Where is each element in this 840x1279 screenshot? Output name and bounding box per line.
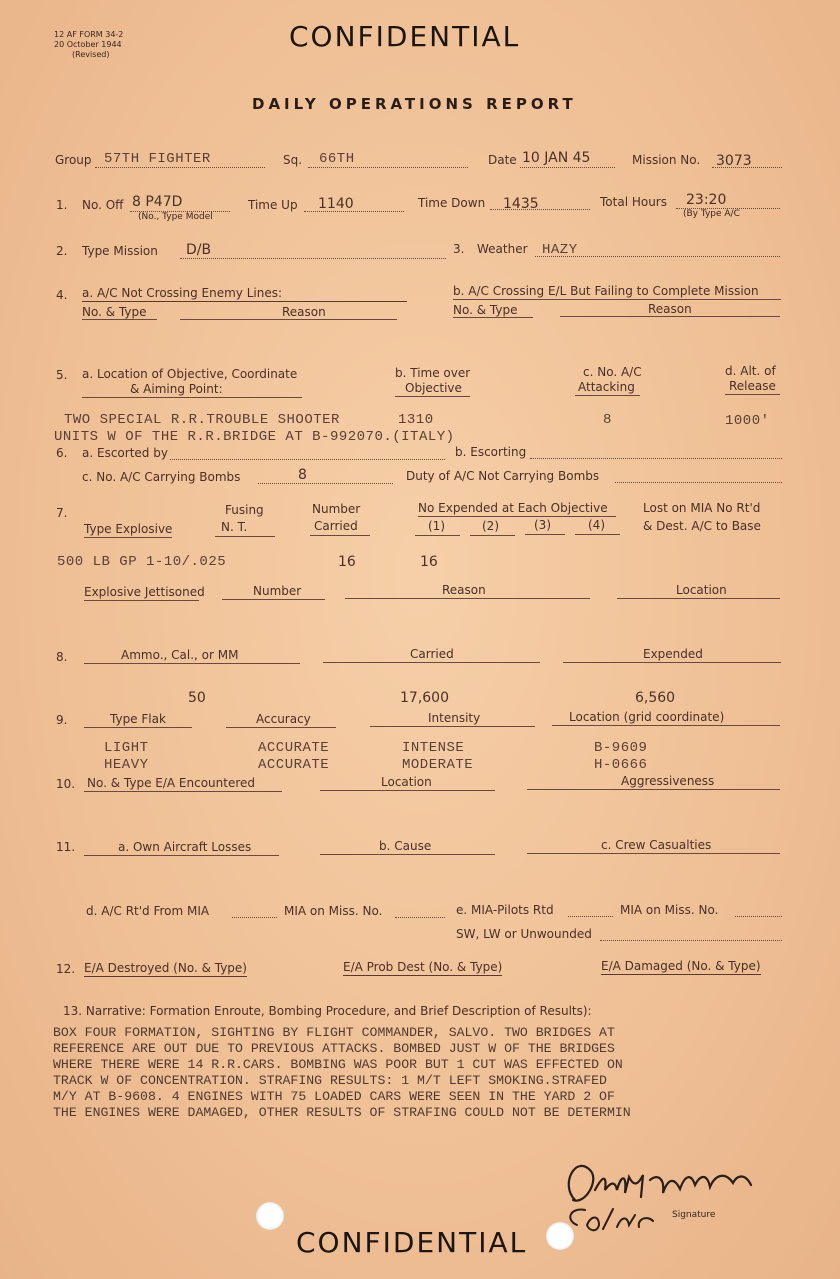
weather-value: HAZY — [542, 242, 578, 258]
no-attacking-value: 8 — [603, 412, 612, 428]
no-carrying-bombs-value: 8 — [298, 467, 307, 483]
objective-line1: TWO SPECIAL R.R.TROUBLE SHOOTER — [64, 412, 340, 428]
time-down-label: Time Down — [418, 196, 486, 210]
mia-miss-no-2: MIA on Miss. No. — [620, 903, 719, 917]
objective-1: (1) — [428, 519, 445, 533]
date-value: 10 JAN 45 — [522, 150, 591, 166]
total-hours-value: 23:20 — [686, 192, 727, 208]
time-down-value: 1435 — [503, 196, 539, 212]
fusing-nt-label: N. T. — [221, 520, 248, 534]
no-attacking-header-line2: Attacking — [578, 380, 635, 394]
objective-4: (4) — [588, 518, 605, 532]
flak-row2-location: H-0666 — [594, 757, 648, 773]
ea-prob-dest-label: E/A Prob Dest (No. & Type) — [343, 960, 503, 974]
cause-label: b. Cause — [379, 839, 432, 853]
no-off-sub: (No., Type Model — [138, 212, 213, 222]
time-over-value: 1310 — [398, 412, 434, 428]
flak-row1-location: B-9609 — [594, 740, 648, 756]
ammo-expended-label: Expended — [643, 647, 703, 661]
a-no-type: No. & Type — [82, 305, 147, 319]
narrative-line-6: THE ENGINES WERE DAMAGED, OTHER RESULTS OF STRAFING COULD NOT BE DETERMIN — [53, 1105, 631, 1120]
ammo-expended-value: 6,560 — [635, 690, 676, 706]
narrative-line-4: TRACK W OF CONCENTRATION. STRAFING RESULTS: 1 M/T LEFT SMOKING.STRAFED — [53, 1073, 607, 1088]
item11-num: 11. — [56, 840, 76, 854]
number-carried-value: 16 — [338, 554, 356, 570]
time-up-label: Time Up — [248, 198, 298, 212]
number-expended-value: 16 — [420, 554, 438, 570]
flak-accuracy-label: Accuracy — [256, 712, 311, 726]
type-mission-label: Type Mission — [82, 244, 158, 258]
ac-rtd-mia-label: d. A/C Rt'd From MIA — [86, 904, 210, 918]
flak-row1-type: LIGHT — [104, 740, 149, 756]
flak-intensity-label: Intensity — [428, 711, 481, 725]
alt-release-header-line2: Release — [729, 379, 776, 393]
jett-location-label: Location — [676, 583, 727, 597]
item3-num: 3. — [453, 242, 465, 256]
type-explosive-label: Type Explosive — [84, 522, 173, 536]
ammo-carried-label: Carried — [410, 647, 454, 661]
narrative-line-3: WHERE THERE WERE 14 R.R.CARS. BOMBING WAS POOR BUT 1 CUT WAS EFFECTED ON — [53, 1057, 623, 1072]
confidential-footer: CONFIDENTIAL — [296, 1226, 528, 1259]
time-up-value: 1140 — [318, 196, 354, 212]
jettisoned-label: Explosive Jettisoned — [84, 585, 205, 599]
a-not-crossing-label: a. A/C Not Crossing Enemy Lines: — [82, 286, 407, 302]
b-no-type: No. & Type — [453, 303, 518, 317]
own-losses-label: a. Own Aircraft Losses — [118, 840, 252, 854]
flak-row2-type: HEAVY — [104, 757, 149, 773]
date-label: Date — [488, 153, 517, 167]
flak-row2-accuracy: ACCURATE — [258, 757, 330, 773]
a-reason: Reason — [282, 305, 326, 319]
total-hours-label: Total Hours — [600, 195, 667, 209]
form-id-line3: (Revised) — [72, 50, 110, 59]
signature-scrawl — [555, 1145, 765, 1245]
mia-miss-no-1: MIA on Miss. No. — [284, 904, 383, 918]
objective-header-line1: a. Location of Objective, Coordinate — [82, 367, 298, 381]
wounded-label: SW, LW or Unwounded — [456, 927, 592, 941]
objective-header-line2: & Aiming Point: — [130, 382, 223, 396]
mission-value: 3073 — [716, 153, 752, 169]
sq-value: 66TH — [319, 151, 355, 167]
group-label: Group — [55, 153, 92, 167]
ea-encountered-label: No. & Type E/A Encountered — [87, 776, 256, 790]
no-off-value: 8 P47D — [132, 194, 183, 210]
narrative-line-2: REFERENCE ARE OUT DUE TO PREVIOUS ATTACKS. BOMBED JUST W OF THE BRIDGES — [53, 1041, 615, 1056]
escorting-label: b. Escorting — [455, 445, 527, 459]
ea-aggressiveness-label: Aggressiveness — [621, 774, 715, 788]
mission-label: Mission No. — [632, 153, 701, 167]
type-mission-value: D/B — [186, 242, 212, 258]
b-reason: Reason — [648, 302, 692, 316]
ea-damaged-label: E/A Damaged (No. & Type) — [601, 959, 761, 973]
flak-location-label: Location (grid coordinate) — [569, 710, 725, 724]
duty-label: Duty of A/C Not Carrying Bombs — [406, 469, 600, 483]
jett-reason-label: Reason — [442, 583, 486, 597]
no-carrying-bombs-label: c. No. A/C Carrying Bombs — [82, 470, 241, 484]
no-attacking-header-line1: c. No. A/C — [583, 365, 642, 379]
flak-type-label: Type Flak — [110, 712, 166, 726]
alt-release-value: 1000' — [725, 413, 770, 429]
time-over-header-line1: b. Time over — [395, 366, 471, 380]
ammo-value: 50 — [188, 690, 206, 706]
number-carried-label2: Carried — [314, 519, 358, 533]
mia-pilots-rtd-label: e. MIA-Pilots Rtd — [456, 903, 554, 917]
group-value: 57TH FIGHTER — [104, 151, 211, 167]
punch-hole-right — [546, 1222, 574, 1250]
item6-num: 6. — [56, 446, 68, 460]
flak-row2-intensity: MODERATE — [402, 757, 474, 773]
confidential-header: CONFIDENTIAL — [289, 20, 521, 53]
item10-num: 10. — [56, 777, 76, 791]
flak-row1-accuracy: ACCURATE — [258, 740, 330, 756]
punch-hole-left — [256, 1202, 284, 1230]
alt-release-header-line1: d. Alt. of — [725, 364, 776, 378]
page-title: DAILY OPERATIONS REPORT — [252, 95, 577, 113]
item12-num: 12. — [56, 962, 76, 976]
objective-line2: UNITS W OF THE R.R.BRIDGE AT B-992070.(ITALY) — [54, 429, 455, 445]
item5-num: 5. — [56, 368, 68, 382]
form-id-line1: 12 AF FORM 34-2 — [54, 30, 124, 39]
sq-label: Sq. — [283, 153, 303, 167]
narrative-line-1: BOX FOUR FORMATION, SIGHTING BY FLIGHT COMMANDER, SALVO. TWO BRIDGES AT — [53, 1025, 615, 1040]
expended-label: No Expended at Each Objective — [418, 501, 608, 515]
ea-location-label: Location — [381, 775, 432, 789]
item9-num: 9. — [56, 713, 68, 727]
ammo-carried-value: 17,600 — [400, 690, 449, 706]
lost-mia-label2: & Dest. A/C to Base — [643, 519, 761, 533]
item8-num: 8. — [56, 650, 68, 664]
explosive-value: 500 LB GP 1-10/.025 — [57, 554, 227, 570]
narrative-line-5: M/Y AT B-9608. 4 ENGINES WITH 75 LOADED CARS WERE SEEN IN THE YARD 2 OF — [53, 1089, 615, 1104]
item1-num: 1. — [56, 198, 68, 212]
crew-casualties-label: c. Crew Casualties — [601, 838, 712, 852]
number-carried-label1: Number — [312, 502, 361, 516]
no-off-label: No. Off — [82, 198, 124, 212]
narrative-label: 13. Narrative: Formation Enroute, Bombing Procedure, and Brief Description of Results): — [63, 1004, 592, 1018]
objective-2: (2) — [482, 519, 499, 533]
time-over-header-line2: Objective — [405, 381, 462, 395]
flak-row1-intensity: INTENSE — [402, 740, 465, 756]
fusing-label: Fusing — [225, 503, 264, 517]
b-crossing-label: b. A/C Crossing E/L But Failing to Complete Mission — [453, 284, 759, 298]
ea-destroyed-label: E/A Destroyed (No. & Type) — [84, 961, 247, 975]
item4-num: 4. — [56, 288, 68, 302]
lost-mia-label1: Lost on MIA No Rt'd — [643, 501, 761, 515]
ammo-label: Ammo., Cal., or MM — [121, 648, 239, 662]
signature-label: Signature — [672, 1210, 716, 1220]
escorted-by-label: a. Escorted by — [82, 446, 168, 460]
jett-number-label: Number — [253, 584, 302, 598]
objective-3: (3) — [534, 518, 551, 532]
form-id-line2: 20 October 1944 — [54, 40, 122, 49]
total-hours-sub: (By Type A/C — [683, 209, 740, 219]
item7-num: 7. — [56, 506, 68, 520]
weather-label: Weather — [477, 242, 528, 256]
item2-num: 2. — [56, 244, 68, 258]
